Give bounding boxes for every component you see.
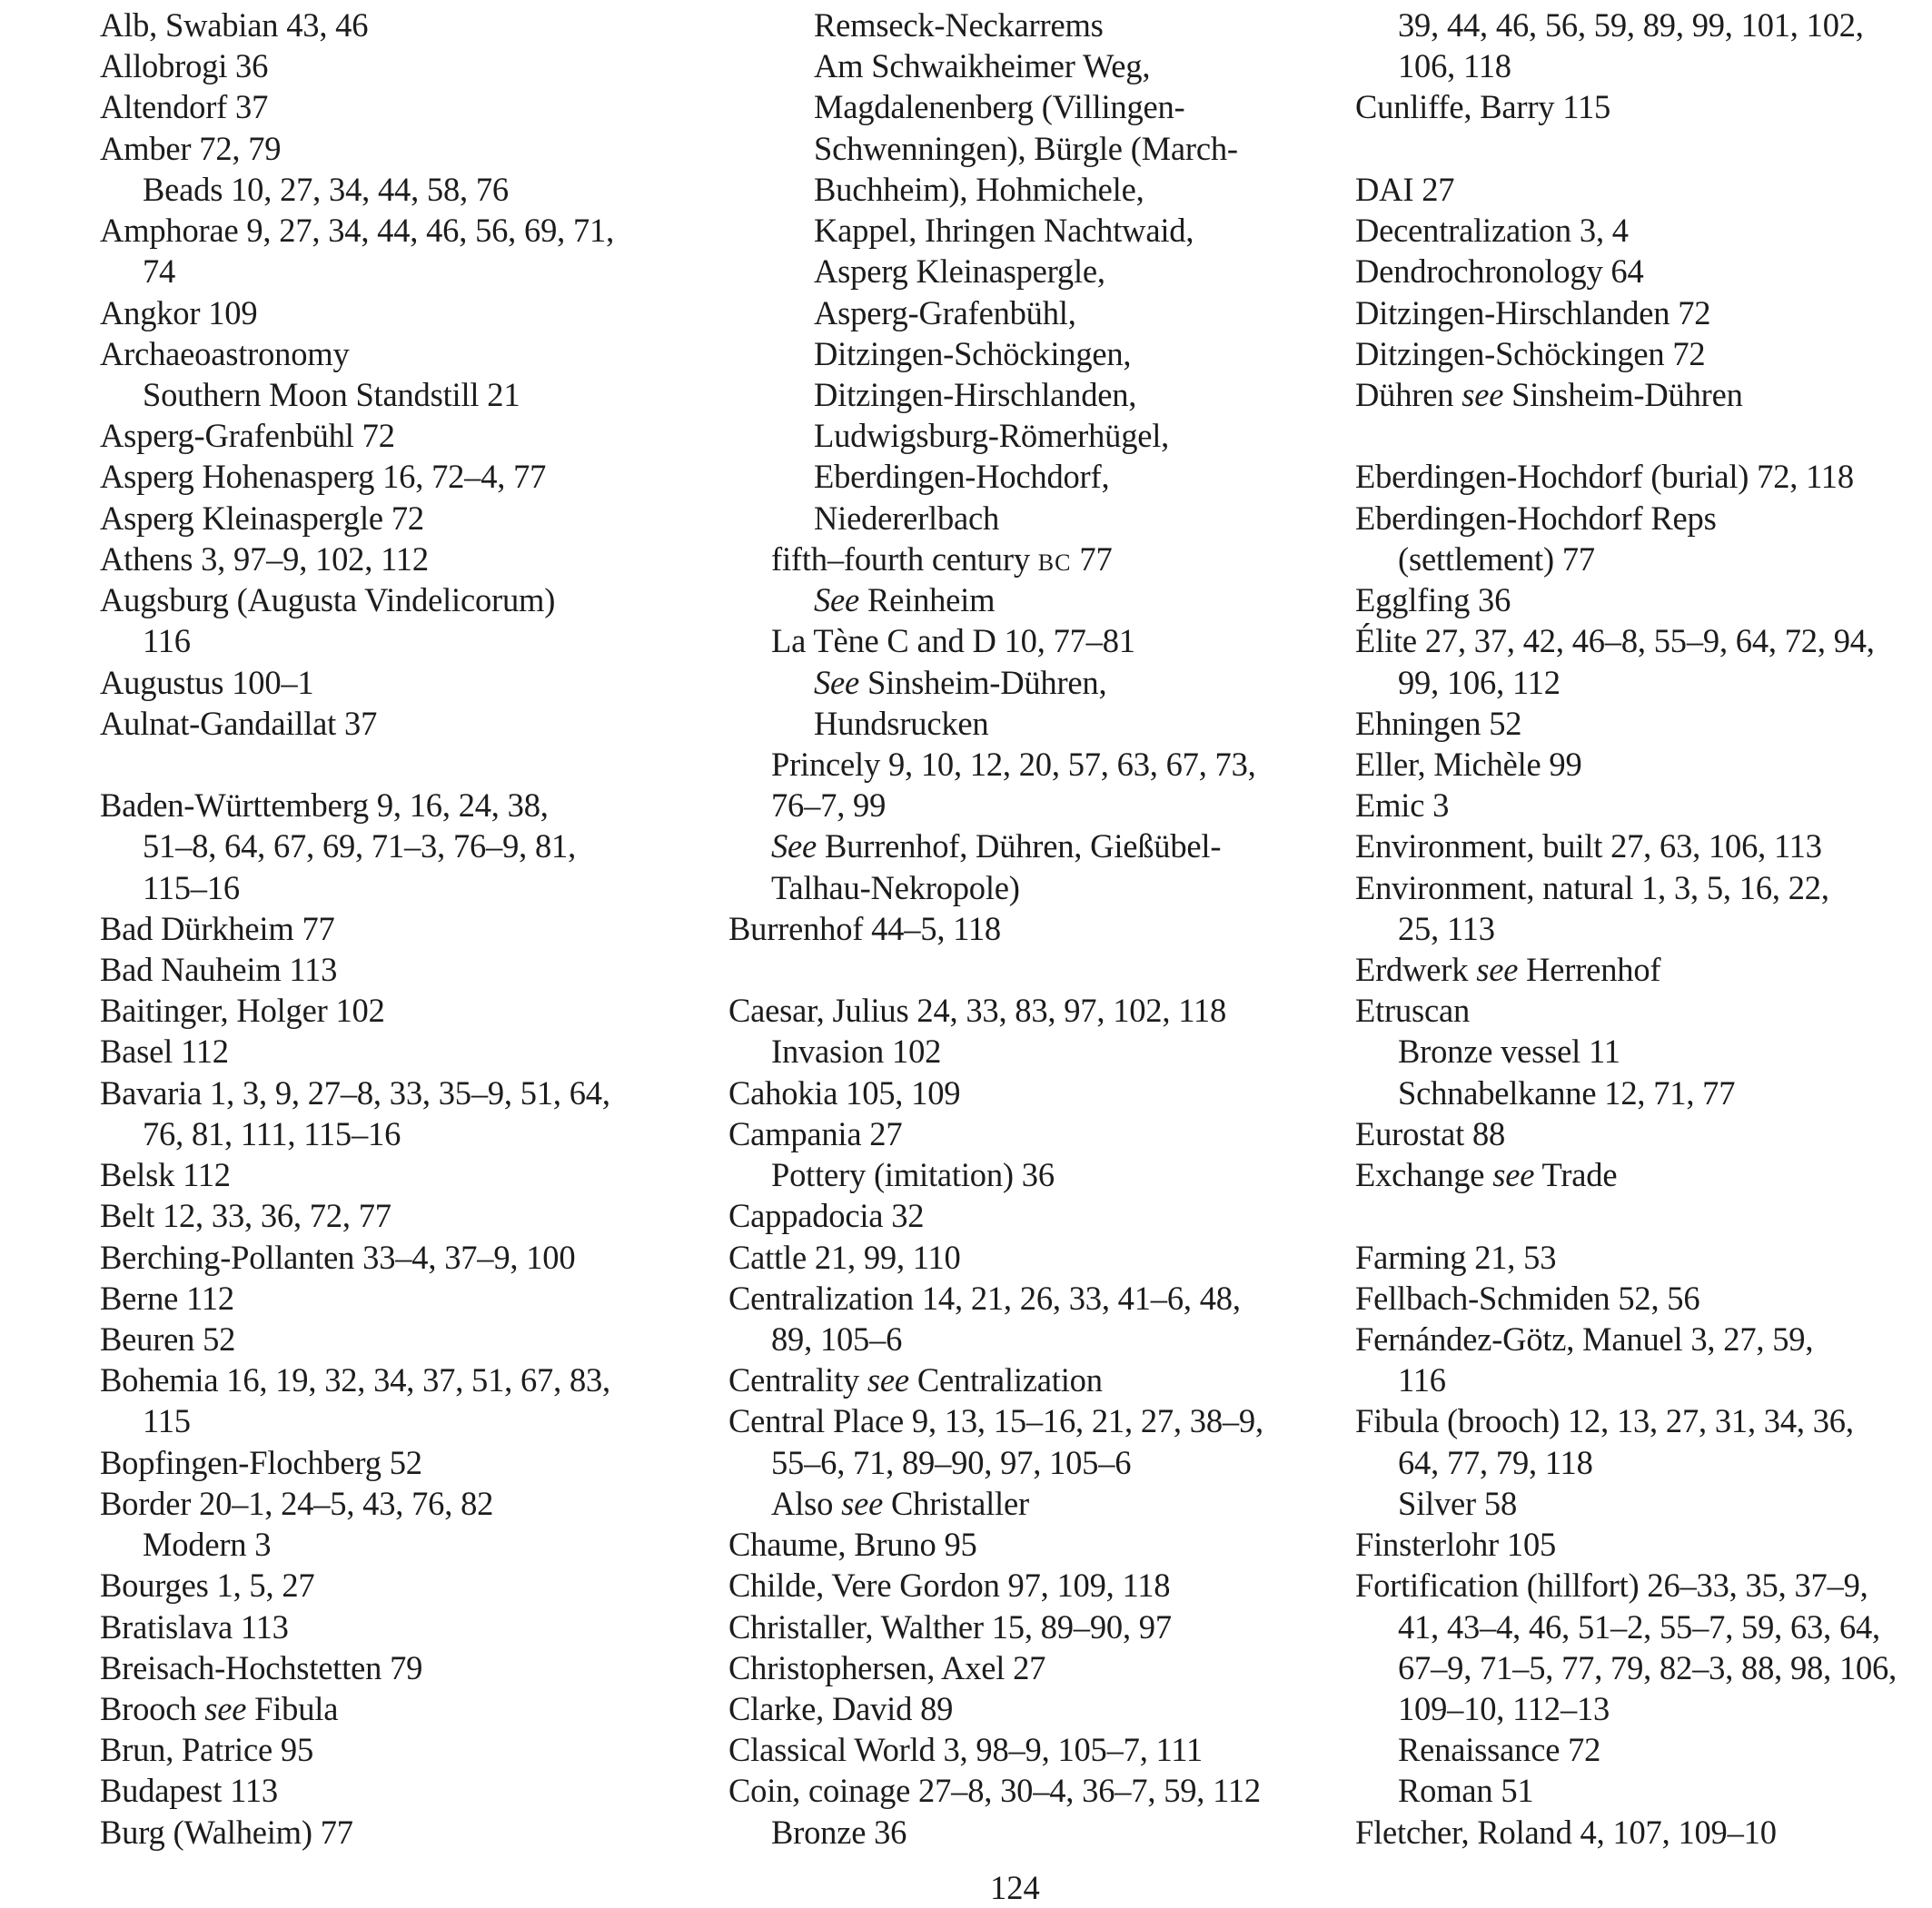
index-column-middle (728, 5, 1328, 1853)
entry-text: Ludwigsburg-Römerhügel, (814, 417, 1170, 455)
index-subentry (728, 169, 1328, 210)
entry-target: Centralization (908, 1361, 1103, 1399)
index-entry (1355, 86, 1932, 127)
entry-text: Environment, built 27, 63, 106, 113 (1355, 827, 1822, 865)
entry-text: Belt 12, 33, 36, 72, 77 (100, 1197, 391, 1235)
entry-text: (settlement) 77 (1398, 539, 1595, 578)
entry-text: 76–7, 99 (771, 786, 887, 825)
entry-text: Cahokia 105, 109 (728, 1073, 961, 1112)
index-spacer (728, 949, 1328, 990)
index-entry (1355, 251, 1932, 292)
era-abbreviation: BC (1037, 549, 1072, 576)
entry-text: Bavaria 1, 3, 9, 27–8, 33, 35–9, 51, 64, (100, 1073, 610, 1112)
entry-text: Fellbach-Schmiden 52, 56 (1355, 1279, 1700, 1317)
index-entry (728, 1237, 1328, 1278)
index-subentry (728, 1483, 1328, 1524)
index-entry (100, 539, 699, 579)
entry-text: Bronze vessel 11 (1398, 1033, 1620, 1071)
index-subentry (100, 867, 699, 908)
entry-text: Asperg Kleinaspergle 72 (100, 499, 424, 537)
entry-text: Centralization 14, 21, 26, 33, 41–6, 48, (728, 1279, 1241, 1317)
index-subentry (728, 128, 1328, 169)
entry-text: Ditzingen-Schöckingen 72 (1355, 334, 1706, 372)
entry-text: 109–10, 112–13 (1398, 1689, 1610, 1727)
entry-text: Asperg Hohenasperg 16, 72–4, 77 (100, 458, 547, 496)
entry-text: Environment, natural 1, 3, 5, 16, 22, (1355, 868, 1829, 906)
entry-text: 64, 77, 79, 118 (1398, 1443, 1593, 1481)
entry-target: Burrenhof, Dühren, Gießübel- (817, 827, 1222, 865)
index-entry (1355, 1278, 1932, 1319)
index-entry (100, 908, 699, 949)
entry-text: Belsk 112 (100, 1156, 231, 1194)
entry-text: Berching-Pollanten 33–4, 37–9, 100 (100, 1238, 576, 1276)
index-entry (1355, 579, 1932, 620)
index-entry (728, 1524, 1328, 1565)
entry-text: Ditzingen-Schöckingen, (814, 334, 1132, 372)
entry-text: Ditzingen-Hirschlanden, (814, 375, 1137, 413)
entry-text: Asperg-Grafenbühl, (814, 293, 1076, 331)
index-subentry (1355, 5, 1932, 45)
entry-text: Decentralization 3, 4 (1355, 212, 1629, 250)
index-entry (728, 1400, 1328, 1441)
entry-text: Cattle 21, 99, 110 (728, 1238, 961, 1276)
index-subentry (728, 415, 1328, 456)
index-subentry (100, 251, 699, 292)
entry-text: Exchange (1355, 1156, 1493, 1194)
entry-text: Fibula (brooch) 12, 13, 27, 31, 34, 36, (1355, 1402, 1854, 1440)
entry-target: Christaller (883, 1484, 1029, 1522)
entry-text: Budapest 113 (100, 1772, 278, 1810)
entry-text: Emic 3 (1355, 786, 1450, 825)
entry-text: Finsterlohr 105 (1355, 1526, 1557, 1564)
index-entry (1355, 1812, 1932, 1853)
index-entry (1355, 1565, 1932, 1606)
index-column-right (1355, 5, 1932, 1853)
index-entry (1355, 1154, 1932, 1195)
index-subentry (1355, 908, 1932, 949)
entry-target: 77 (1071, 539, 1113, 578)
index-subentry (1355, 662, 1932, 703)
entry-text: Eberdingen-Hochdorf (burial) 72, 118 (1355, 458, 1854, 496)
index-entry (1355, 867, 1932, 908)
entry-text: Talhau-Nekropole) (771, 868, 1020, 906)
index-entry (100, 1195, 699, 1236)
index-entry (1355, 374, 1932, 415)
entry-text: Eberdingen-Hochdorf, (814, 458, 1110, 496)
entry-text: Cunliffe, Barry 115 (1355, 88, 1611, 126)
entry-target: Fibula (246, 1689, 339, 1727)
entry-text: Eller, Michèle 99 (1355, 745, 1582, 783)
entry-text: Renaissance 72 (1398, 1731, 1601, 1769)
entry-text: Etruscan (1355, 992, 1471, 1030)
index-column-left (100, 5, 699, 1853)
index-entry (1355, 1524, 1932, 1565)
index-entry (100, 1729, 699, 1770)
entry-text: Altendorf 37 (100, 88, 269, 126)
entry-text: 41, 43–4, 46, 51–2, 55–7, 59, 63, 64, (1398, 1607, 1880, 1646)
entry-text: Allobrogi 36 (100, 47, 269, 85)
index-subentry (1355, 1729, 1932, 1770)
index-entry (1355, 1113, 1932, 1154)
index-subentry (100, 1400, 699, 1441)
entry-text: Central Place 9, 13, 15–16, 21, 27, 38–9, (728, 1402, 1263, 1440)
index-subentry (728, 251, 1328, 292)
index-entry (100, 456, 699, 497)
entry-text: Angkor 109 (100, 293, 258, 331)
entry-text: Christophersen, Axel 27 (728, 1648, 1046, 1686)
entry-text: Élite 27, 37, 42, 46–8, 55–9, 64, 72, 94, (1355, 622, 1875, 660)
entry-text: Hundsrucken (814, 704, 989, 742)
entry-target: Herrenhof (1518, 951, 1661, 989)
entry-text: Coin, coinage 27–8, 30–4, 36–7, 59, 112 (728, 1772, 1261, 1810)
index-entry (100, 1154, 699, 1195)
entry-text: Also (771, 1484, 842, 1522)
entry-text: Archaeoastronomy (100, 334, 350, 372)
index-subentry (100, 1113, 699, 1154)
index-subentry (728, 333, 1328, 374)
index-subentry (728, 210, 1328, 251)
index-entry (1355, 456, 1932, 497)
entry-text: Bratislava 113 (100, 1607, 289, 1646)
entry-text: Christaller, Walther 15, 89–90, 97 (728, 1607, 1172, 1646)
index-spacer (1355, 415, 1932, 456)
index-subentry (728, 1154, 1328, 1195)
index-subentry (728, 292, 1328, 333)
index-entry (1355, 949, 1932, 990)
entry-text: Fernández-Götz, Manuel 3, 27, 59, (1355, 1320, 1814, 1358)
entry-target: Reinheim (859, 581, 996, 619)
index-subentry (728, 456, 1328, 497)
entry-text: Asperg-Grafenbühl 72 (100, 417, 395, 455)
see-reference: see (1461, 375, 1504, 413)
index-entry (1355, 498, 1932, 539)
entry-text: Southern Moon Standstill 21 (143, 375, 520, 413)
index-subentry (728, 45, 1328, 86)
index-subentry (100, 1524, 699, 1565)
index-subentry (1355, 1483, 1932, 1524)
entry-text: Farming 21, 53 (1355, 1238, 1557, 1276)
index-entry (100, 498, 699, 539)
index-entry (1355, 825, 1932, 866)
entry-text: Aulnat-Gandaillat 37 (100, 704, 378, 742)
index-entry (100, 990, 699, 1031)
entry-text: Ehningen 52 (1355, 704, 1522, 742)
index-entry (1355, 1237, 1932, 1278)
entry-text: Asperg Kleinaspergle, (814, 252, 1105, 291)
entry-text: Eberdingen-Hochdorf Reps (1355, 499, 1717, 537)
index-subentry (728, 498, 1328, 539)
index-entry (728, 990, 1328, 1031)
entry-text: 99, 106, 112 (1398, 663, 1560, 701)
index-subentry (1355, 539, 1932, 579)
index-entry (100, 1606, 699, 1647)
index-entry (100, 5, 699, 45)
entry-text: 25, 113 (1398, 909, 1495, 947)
entry-text: Ditzingen-Hirschlanden 72 (1355, 293, 1711, 331)
entry-target: Trade (1534, 1156, 1618, 1194)
index-subentry (100, 374, 699, 415)
index-entry (728, 1278, 1328, 1319)
index-subentry (728, 374, 1328, 415)
index-subentry (728, 703, 1328, 744)
index-entry (100, 662, 699, 703)
see-reference: see (867, 1361, 909, 1399)
index-entry (100, 949, 699, 990)
entry-text: Invasion 102 (771, 1033, 942, 1071)
entry-text: Schnabelkanne 12, 71, 77 (1398, 1073, 1736, 1112)
index-subentry (100, 169, 699, 210)
entry-text: Am Schwaikheimer Weg, (814, 47, 1151, 85)
index-subentry (728, 620, 1328, 661)
entry-text: Classical World 3, 98–9, 105–7, 111 (728, 1731, 1203, 1769)
index-entry (728, 1073, 1328, 1113)
index-entry (1355, 333, 1932, 374)
see-reference: See (814, 581, 860, 619)
index-entry (728, 908, 1328, 949)
index-entry (728, 1565, 1328, 1606)
index-spacer (1355, 1195, 1932, 1236)
entry-text: Centrality (728, 1361, 867, 1399)
index-entry (100, 86, 699, 127)
entry-text: Campania 27 (728, 1114, 903, 1152)
entry-target: Sinsheim-Dühren (1503, 375, 1743, 413)
entry-text: Buchheim), Hohmichele, (814, 170, 1144, 208)
index-entry (728, 1195, 1328, 1236)
entry-text: Eurostat 88 (1355, 1114, 1506, 1152)
entry-text: Beuren 52 (100, 1320, 236, 1358)
entry-text: Erdwerk (1355, 951, 1477, 989)
index-entry (100, 333, 699, 374)
index-entry (100, 1483, 699, 1524)
entry-text: Niedererlbach (814, 499, 1000, 537)
entry-text: Augustus 100–1 (100, 663, 314, 701)
index-entry (728, 1729, 1328, 1770)
entry-text: Pottery (imitation) 36 (771, 1156, 1055, 1194)
index-entry (100, 1647, 699, 1688)
index-subentry (728, 579, 1328, 620)
entry-text: Athens 3, 97–9, 102, 112 (100, 539, 429, 578)
index-entry (100, 785, 699, 825)
index-entry (1355, 210, 1932, 251)
entry-text: 89, 105–6 (771, 1320, 903, 1358)
index-subentry (728, 1319, 1328, 1359)
entry-text: Roman 51 (1398, 1772, 1534, 1810)
index-entry (100, 415, 699, 456)
entry-text: Clarke, David 89 (728, 1689, 954, 1727)
index-subentry (1355, 1647, 1932, 1688)
index-entry (1355, 785, 1932, 825)
entry-text: Childe, Vere Gordon 97, 109, 118 (728, 1567, 1171, 1605)
index-entry (1355, 169, 1932, 210)
index-entry (1355, 1400, 1932, 1441)
index-entry (728, 1113, 1328, 1154)
see-reference: see (841, 1484, 884, 1522)
index-subentry (1355, 45, 1932, 86)
entry-text: Princely 9, 10, 12, 20, 57, 63, 67, 73, (771, 745, 1256, 783)
index-entry (100, 1237, 699, 1278)
entry-text: Breisach-Hochstetten 79 (100, 1648, 423, 1686)
entry-text: Amphorae 9, 27, 34, 44, 46, 56, 69, 71, (100, 212, 615, 250)
entry-text: Berne 112 (100, 1279, 234, 1317)
entry-text: fifth–fourth century (771, 539, 1038, 578)
entry-text: 39, 44, 46, 56, 59, 89, 99, 101, 102, (1398, 6, 1864, 44)
index-entry (100, 1770, 699, 1811)
index-subentry (728, 1442, 1328, 1483)
entry-text: Burrenhof 44–5, 118 (728, 909, 1001, 947)
entry-text: Caesar, Julius 24, 33, 83, 97, 102, 118 (728, 992, 1227, 1030)
page-number: 124 (990, 1869, 1040, 1906)
entry-text: Dühren (1355, 375, 1462, 413)
entry-text: Remseck-Neckarrems (814, 6, 1104, 44)
entry-text: Bohemia 16, 19, 32, 34, 37, 51, 67, 83, (100, 1361, 610, 1399)
entry-text: 55–6, 71, 89–90, 97, 105–6 (771, 1443, 1132, 1481)
index-subentry (1355, 1073, 1932, 1113)
index-subentry (728, 1031, 1328, 1072)
index-subentry (100, 620, 699, 661)
index-subentry (728, 86, 1328, 127)
index-entry (100, 128, 699, 169)
entry-text: Basel 112 (100, 1033, 229, 1071)
index-subentry (728, 867, 1328, 908)
see-reference: see (1476, 951, 1519, 989)
see-reference: see (204, 1689, 247, 1727)
index-entry (728, 1606, 1328, 1647)
entry-text: Kappel, Ihringen Nachtwaid, (814, 212, 1194, 250)
index-entry (100, 45, 699, 86)
entry-text: 115–16 (143, 868, 240, 906)
index-entry (100, 1359, 699, 1400)
index-subentry (728, 5, 1328, 45)
entry-text: 67–9, 71–5, 77, 79, 82–3, 88, 98, 106, (1398, 1648, 1897, 1686)
entry-text: 76, 81, 111, 115–16 (143, 1114, 401, 1152)
entry-text: Bourges 1, 5, 27 (100, 1567, 315, 1605)
index-entry (100, 579, 699, 620)
index-entry (1355, 292, 1932, 333)
entry-text: Bopfingen-Flochberg 52 (100, 1443, 422, 1481)
see-reference: See (814, 663, 860, 701)
index-entry (728, 1359, 1328, 1400)
index-entry (1355, 744, 1932, 785)
entry-text: Fortification (hillfort) 26–33, 35, 37–9, (1355, 1567, 1868, 1605)
index-subentry (1355, 1031, 1932, 1072)
index-subentry (728, 744, 1328, 785)
entry-text: Schwenningen), Bürgle (March- (814, 129, 1238, 167)
entry-text: Modern 3 (143, 1526, 272, 1564)
index-entry (100, 1565, 699, 1606)
index-entry (728, 1688, 1328, 1729)
entry-text: 116 (1398, 1361, 1446, 1399)
entry-text: 106, 118 (1398, 47, 1511, 85)
index-subentry (1355, 1442, 1932, 1483)
index-entry (100, 1031, 699, 1072)
index-spacer (100, 744, 699, 785)
entry-text: Amber 72, 79 (100, 129, 282, 167)
entry-text: Magdalenenberg (Villingen- (814, 88, 1185, 126)
index-entry (1355, 990, 1932, 1031)
index-entry (100, 1073, 699, 1113)
entry-text: Alb, Swabian 43, 46 (100, 6, 369, 44)
entry-text: Cappadocia 32 (728, 1197, 925, 1235)
entry-text: Bad Dürkheim 77 (100, 909, 335, 947)
index-entry (728, 1770, 1328, 1811)
index-subentry (1355, 1770, 1932, 1811)
see-reference: See (771, 827, 817, 865)
index-entry (100, 703, 699, 744)
entry-text: Beads 10, 27, 34, 44, 58, 76 (143, 170, 509, 208)
index-entry (100, 1442, 699, 1483)
entry-text: 115 (143, 1402, 191, 1440)
entry-text: Fletcher, Roland 4, 107, 109–10 (1355, 1813, 1777, 1851)
entry-text: Baitinger, Holger 102 (100, 992, 385, 1030)
entry-text: 116 (143, 622, 191, 660)
entry-text: 51–8, 64, 67, 69, 71–3, 76–9, 81, (143, 827, 577, 865)
index-spacer (1355, 128, 1932, 169)
entry-text: Dendrochronology 64 (1355, 252, 1644, 291)
index-entry (100, 1812, 699, 1853)
entry-text: Silver 58 (1398, 1484, 1518, 1522)
entry-text: Border 20–1, 24–5, 43, 76, 82 (100, 1484, 494, 1522)
entry-text: Bronze 36 (771, 1813, 907, 1851)
entry-text: Brun, Patrice 95 (100, 1731, 314, 1769)
index-entry (1355, 703, 1932, 744)
entry-text: Brooch (100, 1689, 205, 1727)
index-entry (100, 292, 699, 333)
index-entry (1355, 1319, 1932, 1359)
entry-text: Baden-Württemberg 9, 16, 24, 38, (100, 786, 549, 825)
index-entry (100, 1688, 699, 1729)
entry-text: Egglfing 36 (1355, 581, 1511, 619)
entry-target: Sinsheim-Dühren, (859, 663, 1107, 701)
index-entry (1355, 620, 1932, 661)
entry-text: La Tène C and D 10, 77–81 (771, 622, 1135, 660)
entry-text: DAI 27 (1355, 170, 1455, 208)
index-entry (728, 1647, 1328, 1688)
entry-text: Burg (Walheim) 77 (100, 1813, 353, 1851)
index-entry (100, 1278, 699, 1319)
entry-text: Augsburg (Augusta Vindelicorum) (100, 581, 556, 619)
see-reference: see (1492, 1156, 1535, 1194)
index-subentry (728, 825, 1328, 866)
index-subentry (100, 825, 699, 866)
index-subentry (1355, 1359, 1932, 1400)
index-subentry (728, 1812, 1328, 1853)
entry-text: Chaume, Bruno 95 (728, 1526, 977, 1564)
index-subentry (1355, 1688, 1932, 1729)
index-subentry (1355, 1606, 1932, 1647)
index-entry (100, 210, 699, 251)
index-subentry (728, 539, 1328, 579)
index-subentry (728, 785, 1328, 825)
index-entry (100, 1319, 699, 1359)
entry-text: Bad Nauheim 113 (100, 951, 338, 989)
entry-text: 74 (143, 252, 176, 291)
index-subentry (728, 662, 1328, 703)
